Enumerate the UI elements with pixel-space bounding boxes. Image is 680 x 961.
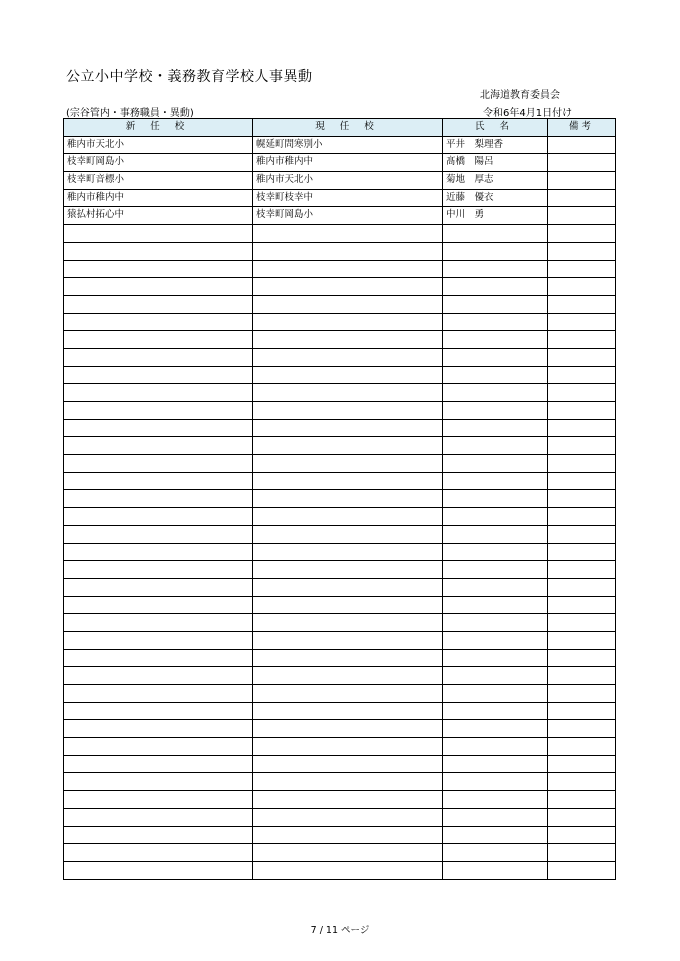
cell-name	[443, 826, 548, 844]
personnel-table	[63, 118, 616, 880]
cell-name	[443, 808, 548, 826]
cell-name	[443, 773, 548, 791]
table-row-empty	[64, 295, 616, 313]
cell-new-school	[64, 419, 253, 437]
table-row-empty	[64, 720, 616, 738]
cell-name: 中川 勇	[443, 207, 548, 225]
cell-note	[548, 348, 616, 366]
cell-new-school	[64, 738, 253, 756]
table-row-empty	[64, 348, 616, 366]
cell-name: 菊地 厚志	[443, 172, 548, 190]
cell-note	[548, 738, 616, 756]
cell-current-school	[253, 578, 443, 596]
cell-current-school	[253, 702, 443, 720]
table-row-empty	[64, 667, 616, 685]
cell-note	[548, 826, 616, 844]
cell-new-school: 枝幸町音標小	[64, 172, 253, 190]
cell-name: 髙橋 陽呂	[443, 154, 548, 172]
cell-note	[548, 755, 616, 773]
cell-new-school	[64, 631, 253, 649]
cell-note	[548, 419, 616, 437]
scope-label: (宗谷管内・事務職員・異動)	[66, 108, 194, 119]
cell-new-school	[64, 614, 253, 632]
cell-name	[443, 402, 548, 420]
cell-note	[548, 225, 616, 243]
column-header-new-school: 新 任 校	[64, 119, 253, 137]
cell-name	[443, 861, 548, 879]
table-row-empty	[64, 278, 616, 296]
cell-note	[548, 207, 616, 225]
cell-new-school	[64, 861, 253, 879]
cell-new-school	[64, 260, 253, 278]
table-row-empty	[64, 791, 616, 809]
cell-note	[548, 313, 616, 331]
cell-current-school	[253, 437, 443, 455]
cell-note	[548, 844, 616, 862]
cell-note	[548, 384, 616, 402]
cell-current-school	[253, 313, 443, 331]
table-row-empty	[64, 844, 616, 862]
cell-name	[443, 225, 548, 243]
cell-current-school	[253, 490, 443, 508]
cell-new-school: 枝幸町岡島小	[64, 154, 253, 172]
cell-note	[548, 631, 616, 649]
cell-note	[548, 331, 616, 349]
cell-new-school	[64, 225, 253, 243]
effective-date: 令和6年4月1日付け	[483, 108, 573, 119]
cell-name	[443, 702, 548, 720]
cell-note	[548, 295, 616, 313]
table-row-empty	[64, 419, 616, 437]
cell-current-school	[253, 278, 443, 296]
cell-note	[548, 614, 616, 632]
table-row-empty	[64, 508, 616, 526]
cell-new-school: 稚内市天北小	[64, 136, 253, 154]
cell-new-school	[64, 242, 253, 260]
cell-name	[443, 260, 548, 278]
cell-new-school: 稚内市稚内中	[64, 189, 253, 207]
cell-name	[443, 791, 548, 809]
table-row	[64, 207, 616, 225]
cell-new-school	[64, 278, 253, 296]
cell-new-school	[64, 331, 253, 349]
column-header-name: 氏 名	[443, 119, 548, 137]
cell-current-school	[253, 455, 443, 473]
cell-current-school: 稚内市天北小	[253, 172, 443, 190]
table-body	[64, 136, 616, 879]
table-row-empty	[64, 437, 616, 455]
cell-name	[443, 578, 548, 596]
cell-note	[548, 189, 616, 207]
cell-note	[548, 649, 616, 667]
table-row-empty	[64, 242, 616, 260]
cell-note	[548, 773, 616, 791]
table-row-empty	[64, 755, 616, 773]
table-row	[64, 154, 616, 172]
cell-current-school	[253, 667, 443, 685]
cell-name	[443, 738, 548, 756]
cell-current-school	[253, 861, 443, 879]
cell-note	[548, 720, 616, 738]
cell-note	[548, 861, 616, 879]
cell-new-school	[64, 508, 253, 526]
cell-current-school	[253, 472, 443, 490]
cell-note	[548, 455, 616, 473]
cell-new-school	[64, 826, 253, 844]
cell-note	[548, 402, 616, 420]
cell-current-school	[253, 242, 443, 260]
cell-new-school	[64, 490, 253, 508]
cell-note	[548, 578, 616, 596]
cell-note	[548, 808, 616, 826]
cell-new-school	[64, 773, 253, 791]
cell-current-school	[253, 738, 443, 756]
cell-name: 近藤 優衣	[443, 189, 548, 207]
cell-note	[548, 791, 616, 809]
table-row-empty	[64, 260, 616, 278]
cell-name	[443, 525, 548, 543]
cell-note	[548, 136, 616, 154]
cell-current-school	[253, 402, 443, 420]
table-row-empty	[64, 738, 616, 756]
cell-new-school	[64, 596, 253, 614]
cell-current-school	[253, 844, 443, 862]
document-title: 公立小中学校・義務教育学校人事異動	[66, 69, 313, 85]
cell-current-school	[253, 685, 443, 703]
cell-name	[443, 755, 548, 773]
table-row-empty	[64, 455, 616, 473]
cell-note	[548, 543, 616, 561]
cell-current-school	[253, 331, 443, 349]
cell-current-school	[253, 543, 443, 561]
cell-new-school	[64, 313, 253, 331]
table-row-empty	[64, 313, 616, 331]
table-row-empty	[64, 225, 616, 243]
cell-note	[548, 260, 616, 278]
cell-new-school	[64, 685, 253, 703]
cell-current-school: 枝幸町岡島小	[253, 207, 443, 225]
cell-new-school	[64, 402, 253, 420]
cell-current-school	[253, 561, 443, 579]
cell-current-school	[253, 508, 443, 526]
cell-note	[548, 472, 616, 490]
table-row-empty	[64, 578, 616, 596]
cell-new-school	[64, 844, 253, 862]
table-row-empty	[64, 472, 616, 490]
cell-name	[443, 543, 548, 561]
cell-name	[443, 844, 548, 862]
table-row-empty	[64, 631, 616, 649]
cell-current-school	[253, 755, 443, 773]
cell-current-school	[253, 631, 443, 649]
table-row-empty	[64, 525, 616, 543]
table-row-empty	[64, 331, 616, 349]
cell-current-school	[253, 384, 443, 402]
table-row-empty	[64, 543, 616, 561]
cell-name	[443, 455, 548, 473]
cell-name	[443, 631, 548, 649]
cell-new-school	[64, 525, 253, 543]
cell-current-school	[253, 596, 443, 614]
cell-current-school	[253, 348, 443, 366]
cell-current-school	[253, 366, 443, 384]
cell-name	[443, 685, 548, 703]
cell-new-school	[64, 561, 253, 579]
cell-name	[443, 384, 548, 402]
cell-note	[548, 437, 616, 455]
cell-note	[548, 596, 616, 614]
cell-name	[443, 667, 548, 685]
cell-note	[548, 702, 616, 720]
cell-note	[548, 172, 616, 190]
cell-current-school: 稚内市稚内中	[253, 154, 443, 172]
cell-current-school	[253, 826, 443, 844]
cell-note	[548, 154, 616, 172]
table-row-empty	[64, 808, 616, 826]
table-row-empty	[64, 685, 616, 703]
cell-name	[443, 596, 548, 614]
issuer-label: 北海道教育委員会	[480, 90, 560, 101]
cell-name	[443, 278, 548, 296]
table-row-empty	[64, 773, 616, 791]
table-row-empty	[64, 366, 616, 384]
cell-current-school	[253, 614, 443, 632]
cell-name	[443, 331, 548, 349]
column-header-note: 備考	[548, 119, 616, 137]
table-row-empty	[64, 649, 616, 667]
table-row	[64, 172, 616, 190]
cell-note	[548, 508, 616, 526]
cell-new-school	[64, 472, 253, 490]
cell-name	[443, 490, 548, 508]
cell-name: 平井 梨理香	[443, 136, 548, 154]
cell-new-school	[64, 437, 253, 455]
cell-name	[443, 720, 548, 738]
cell-current-school	[253, 791, 443, 809]
page-number: 7 / 11 ページ	[310, 925, 370, 936]
cell-current-school	[253, 225, 443, 243]
cell-current-school	[253, 295, 443, 313]
cell-new-school	[64, 755, 253, 773]
cell-note	[548, 278, 616, 296]
cell-name	[443, 561, 548, 579]
cell-new-school	[64, 702, 253, 720]
cell-note	[548, 685, 616, 703]
cell-new-school	[64, 543, 253, 561]
cell-current-school	[253, 720, 443, 738]
table-row	[64, 136, 616, 154]
cell-note	[548, 525, 616, 543]
cell-current-school	[253, 808, 443, 826]
cell-new-school	[64, 455, 253, 473]
cell-name	[443, 366, 548, 384]
cell-current-school	[253, 649, 443, 667]
cell-note	[548, 667, 616, 685]
cell-new-school	[64, 348, 253, 366]
cell-note	[548, 366, 616, 384]
cell-name	[443, 508, 548, 526]
cell-note	[548, 490, 616, 508]
table-row-empty	[64, 861, 616, 879]
cell-name	[443, 313, 548, 331]
cell-note	[548, 561, 616, 579]
table-row-empty	[64, 614, 616, 632]
table-row-empty	[64, 561, 616, 579]
table-row-empty	[64, 596, 616, 614]
cell-new-school	[64, 720, 253, 738]
cell-current-school	[253, 260, 443, 278]
cell-name	[443, 614, 548, 632]
cell-new-school	[64, 384, 253, 402]
cell-current-school	[253, 419, 443, 437]
cell-current-school: 枝幸町枝幸中	[253, 189, 443, 207]
table-row-empty	[64, 384, 616, 402]
cell-new-school	[64, 791, 253, 809]
cell-name	[443, 242, 548, 260]
cell-current-school	[253, 773, 443, 791]
cell-new-school	[64, 667, 253, 685]
cell-note	[548, 242, 616, 260]
table-header-row	[64, 119, 616, 137]
table-row-empty	[64, 490, 616, 508]
cell-new-school	[64, 649, 253, 667]
cell-current-school	[253, 525, 443, 543]
cell-name	[443, 348, 548, 366]
table-row-empty	[64, 402, 616, 420]
cell-name	[443, 295, 548, 313]
cell-new-school	[64, 808, 253, 826]
table-row	[64, 189, 616, 207]
cell-name	[443, 649, 548, 667]
cell-new-school	[64, 295, 253, 313]
cell-name	[443, 437, 548, 455]
cell-new-school	[64, 366, 253, 384]
cell-name	[443, 472, 548, 490]
column-header-current-school: 現 任 校	[253, 119, 443, 137]
cell-new-school: 猿払村拓心中	[64, 207, 253, 225]
cell-name	[443, 419, 548, 437]
cell-new-school	[64, 578, 253, 596]
cell-current-school: 幌延町問寒別小	[253, 136, 443, 154]
table-row-empty	[64, 702, 616, 720]
table-row-empty	[64, 826, 616, 844]
